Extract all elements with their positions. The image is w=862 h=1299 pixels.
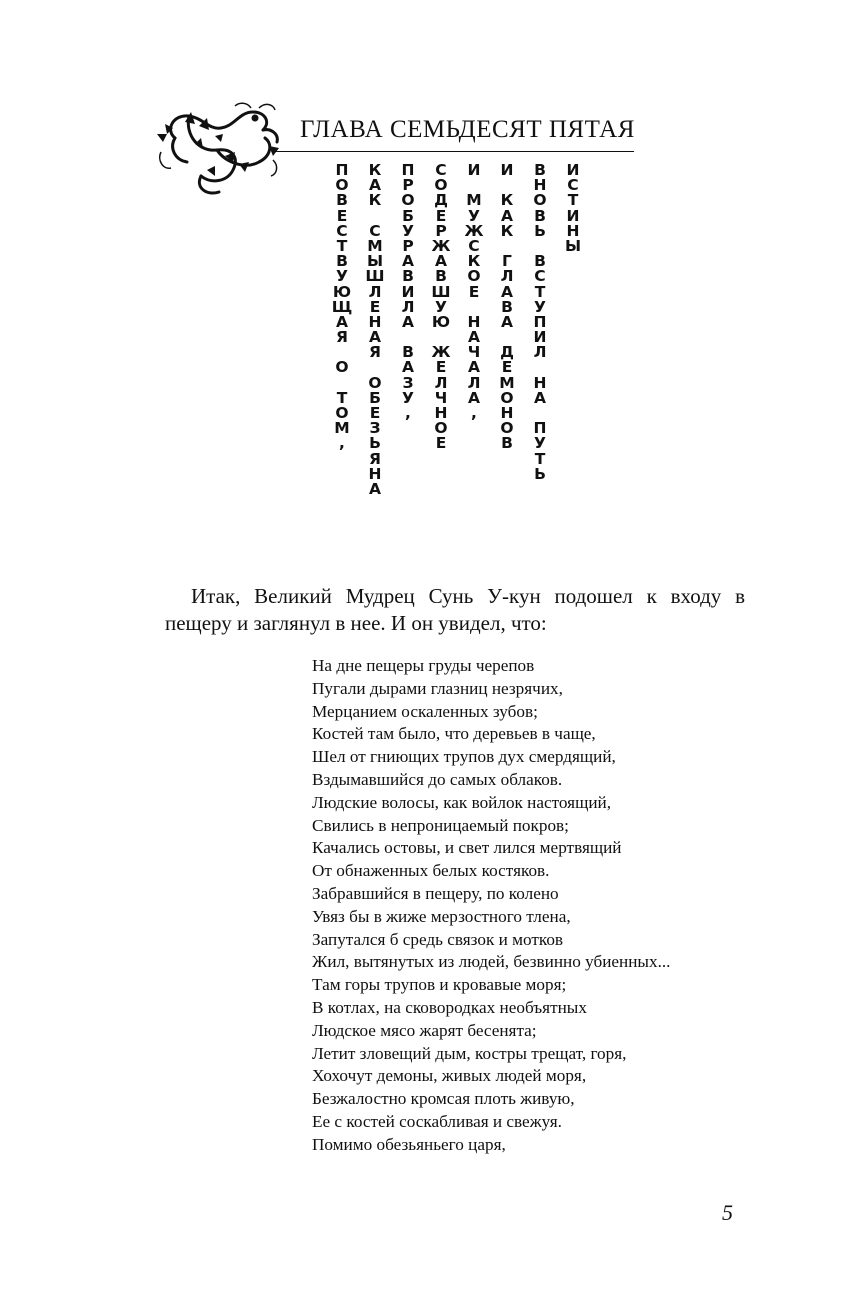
subtitle-column <box>394 163 422 497</box>
subtitle-char: А <box>501 206 513 225</box>
subtitle-char: А <box>402 252 414 271</box>
subtitle-char: И <box>566 161 580 179</box>
subtitle-char: Р <box>402 176 414 195</box>
subtitle-char: А <box>468 388 480 407</box>
subtitle-char: О <box>335 358 349 377</box>
subtitle-char: Е <box>435 434 447 453</box>
poem-line: Шел от гниющих трупов дух смердящий, <box>312 747 616 767</box>
subtitle-char: Р <box>435 221 447 240</box>
subtitle-char: А <box>501 282 513 301</box>
subtitle-char: Ю <box>431 312 451 331</box>
subtitle-char: О <box>434 419 448 438</box>
poem-line: Запутался б средь связок и мотков <box>312 929 564 949</box>
subtitle-char: Б <box>402 206 414 225</box>
subtitle-char: П <box>533 419 547 438</box>
subtitle-char: К <box>368 161 382 179</box>
poem-line: Забравшийся в пещеру, по колено <box>312 883 559 903</box>
subtitle-char: Н <box>368 464 382 483</box>
subtitle-char: О <box>467 267 481 286</box>
subtitle-char: А <box>435 252 447 271</box>
subtitle-char: В <box>402 343 414 362</box>
subtitle-char: Я <box>369 343 381 362</box>
intro-text: Итак, Великий Мудрец Сунь У-кун подошел к входу в пещеру и заглянул в нее. И он увидел, что: <box>165 584 745 635</box>
subtitle-char: Н <box>566 221 580 240</box>
subtitle-char: Щ <box>331 297 353 316</box>
subtitle-column <box>427 163 455 497</box>
subtitle-char: В <box>501 297 513 316</box>
subtitle-char: Ш <box>365 267 385 286</box>
subtitle-char: Е <box>501 358 513 377</box>
subtitle-char: С <box>369 221 381 240</box>
subtitle-column <box>328 163 356 497</box>
subtitle-char: К <box>368 191 382 210</box>
poem-line: Свились в непроницаемый покров; <box>312 815 569 835</box>
subtitle-char: С <box>435 161 447 179</box>
subtitle-char: У <box>468 206 480 225</box>
poem-line: Летит зловещий дым, костры трещат, горя, <box>312 1043 627 1063</box>
subtitle-char: Ч <box>467 343 481 362</box>
subtitle-char: В <box>336 252 348 271</box>
subtitle-char: Е <box>435 358 447 377</box>
subtitle-char: Е <box>468 282 480 301</box>
subtitle-char: Е <box>435 206 447 225</box>
subtitle-char: О <box>335 404 349 422</box>
subtitle-char: О <box>368 373 382 392</box>
subtitle-char: М <box>466 191 482 210</box>
poem-line: Ее с костей соскабливая и свежуя. <box>312 1111 562 1131</box>
subtitle-char: О <box>500 419 514 438</box>
subtitle-char: О <box>434 176 448 195</box>
subtitle-char: И <box>467 161 481 179</box>
subtitle-char: Ь <box>534 221 546 240</box>
subtitle-char: Б <box>369 388 381 407</box>
subtitle-char: А <box>369 176 381 195</box>
subtitle-char: О <box>500 388 514 407</box>
page-number: 5 <box>722 1200 733 1225</box>
subtitle-char: В <box>534 161 546 179</box>
subtitle-char: З <box>402 373 414 392</box>
poem-line: Жил, вытянутых из людей, безвинно убиенных... <box>312 952 671 972</box>
subtitle-char: А <box>369 479 381 498</box>
subtitle-char: У <box>336 267 348 286</box>
subtitle-char: В <box>402 267 414 286</box>
dragon-icon <box>155 100 285 200</box>
subtitle-char: Ж <box>431 236 451 255</box>
poem-line: От обнаженных белых костяков. <box>312 861 550 881</box>
subtitle-char: Т <box>336 236 348 255</box>
subtitle-char: Т <box>567 191 579 210</box>
subtitle-char: Л <box>401 297 415 316</box>
poem-line: Хохочут демоны, живых людей моря, <box>312 1066 587 1086</box>
subtitle-char: В <box>534 206 546 225</box>
subtitle-char: И <box>500 161 514 179</box>
subtitle-char: , <box>471 404 477 422</box>
subtitle-char: Е <box>369 404 381 422</box>
subtitle-char: Л <box>533 343 547 362</box>
subtitle-char: А <box>534 388 546 407</box>
subtitle-char: Т <box>534 449 546 468</box>
subtitle-char: Л <box>368 282 382 301</box>
subtitle-char: Ч <box>434 388 448 407</box>
subtitle-char: Л <box>500 267 514 286</box>
poem-line: На дне пещеры груды черепов <box>312 656 535 675</box>
subtitle-char: А <box>402 312 414 331</box>
subtitle-char: Т <box>336 388 348 407</box>
subtitle-char: Л <box>467 373 481 392</box>
title-divider <box>272 151 634 152</box>
subtitle-column <box>526 163 554 497</box>
subtitle-char: С <box>534 267 546 286</box>
subtitle-char: С <box>567 176 579 195</box>
poem-line: Качались остовы, и свет лился мертвящий <box>312 838 622 858</box>
subtitle-char: Н <box>467 312 481 331</box>
subtitle-char: В <box>336 191 348 210</box>
subtitle-char: Ы <box>366 252 384 271</box>
poem-line: Безжалостно кромсая плоть живую, <box>312 1089 575 1109</box>
subtitle-char: Ш <box>431 282 451 301</box>
poem-line: Людское мясо жарят бесенята; <box>312 1020 537 1040</box>
subtitle-char: О <box>335 176 349 195</box>
subtitle-char: , <box>339 434 345 453</box>
subtitle-char: Л <box>434 373 448 392</box>
subtitle-char: Е <box>336 206 348 225</box>
subtitle-char: У <box>534 297 546 316</box>
subtitle-char: Н <box>500 404 514 422</box>
subtitle-char: Ь <box>369 434 381 453</box>
subtitle-char: Я <box>336 328 348 347</box>
subtitle-char: В <box>534 252 546 271</box>
poem-line: Мерцанием оскаленных зубов; <box>312 701 538 721</box>
subtitle-char: А <box>468 328 480 347</box>
subtitle-char: А <box>501 312 513 331</box>
subtitle-char: К <box>467 252 481 271</box>
poem-line: Пугали дырами глазниц незрячих, <box>312 678 563 698</box>
chapter-subtitle <box>328 163 587 497</box>
poem-line: Помимо обезьяньего царя, <box>312 1134 506 1154</box>
poem-line: Увяз бы в жиже мерзостного тлена, <box>312 906 571 926</box>
subtitle-char: , <box>405 404 411 422</box>
subtitle-char: К <box>500 191 514 210</box>
subtitle-char: А <box>402 358 414 377</box>
subtitle-char: В <box>501 434 513 453</box>
subtitle-char: И <box>401 282 415 301</box>
subtitle-char: М <box>367 236 383 255</box>
subtitle-char: Д <box>434 191 448 210</box>
poem-line: Вздымавшийся до самых облаков. <box>312 769 563 789</box>
subtitle-char: Г <box>502 252 512 271</box>
subtitle-char: У <box>402 388 414 407</box>
subtitle-char: Ж <box>431 343 451 362</box>
subtitle-char: А <box>336 312 348 331</box>
subtitle-char: З <box>369 419 381 438</box>
subtitle-column <box>361 163 389 497</box>
subtitle-char: П <box>401 161 415 179</box>
subtitle-char: Н <box>368 312 382 331</box>
subtitle-char: Н <box>533 176 547 195</box>
subtitle-char: Ж <box>464 221 484 240</box>
subtitle-char: Р <box>402 236 414 255</box>
subtitle-char: С <box>336 221 348 240</box>
poem <box>312 655 670 1157</box>
subtitle-char: М <box>334 419 350 438</box>
subtitle-char: У <box>402 221 414 240</box>
subtitle-char: И <box>533 328 547 347</box>
subtitle-char: Ь <box>534 464 546 483</box>
subtitle-char: Ю <box>332 282 352 301</box>
subtitle-char: Д <box>500 343 514 362</box>
subtitle-char: И <box>566 206 580 225</box>
subtitle-char: Е <box>369 297 381 316</box>
subtitle-char: У <box>534 434 546 453</box>
subtitle-char: О <box>401 191 415 210</box>
subtitle-char: С <box>468 236 480 255</box>
subtitle-char: А <box>369 328 381 347</box>
subtitle-char: Н <box>533 373 547 392</box>
subtitle-char: Т <box>534 282 546 301</box>
subtitle-char: П <box>533 312 547 331</box>
poem-line: Там горы трупов и кровавые моря; <box>312 975 567 995</box>
subtitle-char: В <box>435 267 447 286</box>
subtitle-char: Я <box>369 449 381 468</box>
subtitle-char: Ы <box>564 236 582 255</box>
subtitle-column <box>493 163 521 497</box>
intro-paragraph <box>165 583 745 637</box>
subtitle-column <box>460 163 488 497</box>
subtitle-char: Н <box>434 404 448 422</box>
subtitle-char: П <box>335 161 349 179</box>
subtitle-char: К <box>500 221 514 240</box>
poem-line: В котлах, на сковородках необъятных <box>312 997 587 1017</box>
chapter-title: ГЛАВА СЕМЬДЕСЯТ ПЯТАЯ <box>300 116 635 143</box>
subtitle-char: О <box>533 191 547 210</box>
poem-line: Людские волосы, как войлок настоящий, <box>312 792 612 812</box>
subtitle-char: М <box>499 373 515 392</box>
subtitle-char: У <box>435 297 447 316</box>
subtitle-column <box>559 163 587 497</box>
poem-line: Костей там было, что деревьев в чаще, <box>312 724 596 744</box>
subtitle-char: А <box>468 358 480 377</box>
